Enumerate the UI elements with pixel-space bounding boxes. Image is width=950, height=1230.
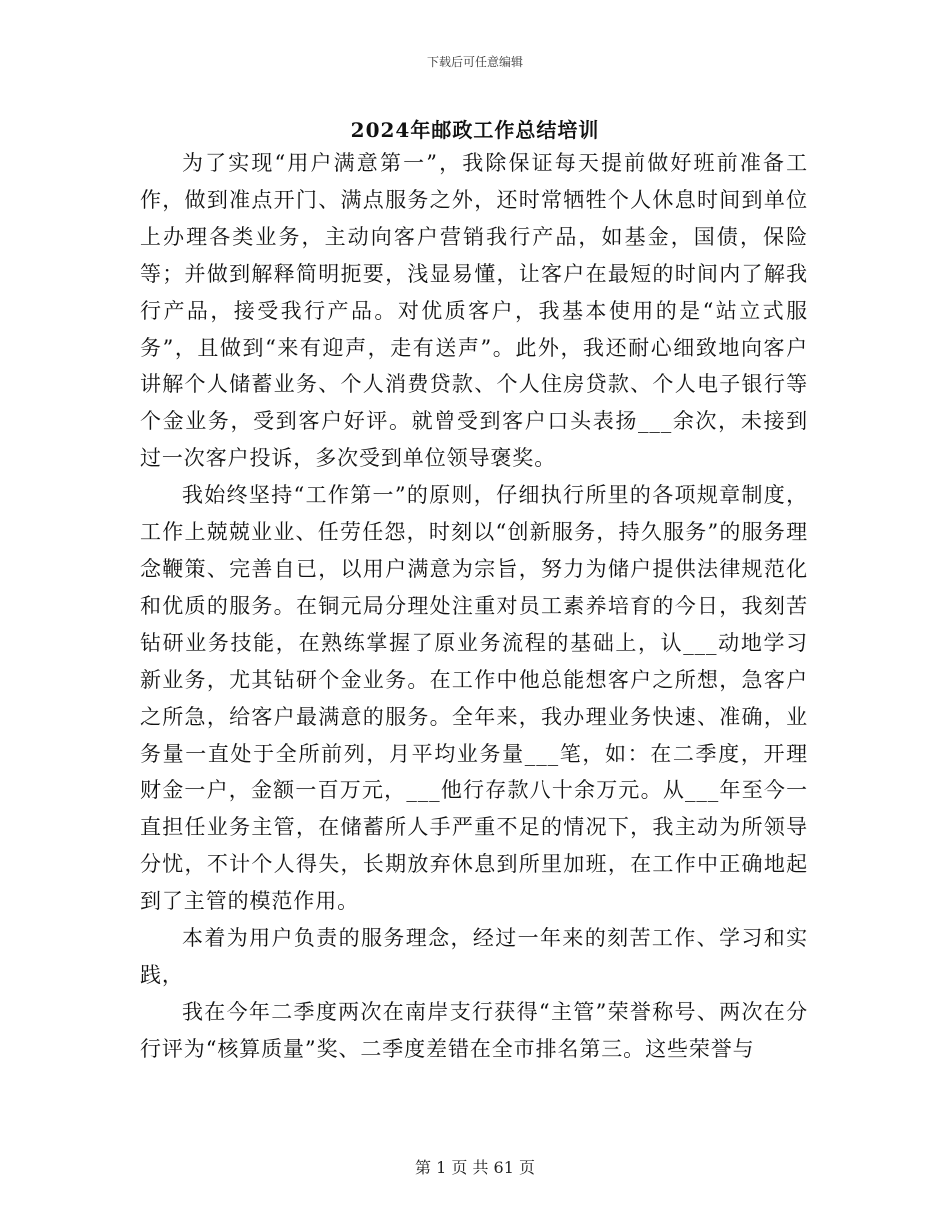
paragraph-service-first: 为了实现“用户满意第一”，我除保证每天提前做好班前准备工作，做到准点开门、满点服务之外，还时常牺牲个人休息时间到单位上办理各类业务，主动向客户营销我行产品，如基金，国债，保险等；并做到解释简明扼要，浅显易懂，让客户在最短的时间内了解我行产品，接受我行产品。对优质客户，我基本使用的是“站立式服务”，且做到“来有迎声，走有送声”。此外，我还耐心细致地向客户讲解个人储蓄业务、个人消费贷款、个人住房贷款、个人电子银行等个金业务，受到客户好评。就曾受到客户口头表扬___余次，未接到过一次客户投诉，多次受到单位领导褒奖。 [140,151,808,471]
document-body [140,145,808,1068]
page-header: 下载后可任意编辑 [426,55,523,69]
paragraph-honors: 我在今年二季度两次在南岸支行获得“主管”荣誉称号、两次在分行评为“核算质量”奖、二季度差错在全市排名第三。这些荣誉与 [140,999,808,1061]
page-number-footer: 第 1 页 共 61 页 [415,1158,535,1177]
document-title: 2024年邮政工作总结培训 [350,118,600,142]
paragraph-work-principles: 我始终坚持“工作第一”的原则，仔细执行所里的各项规章制度，工作上兢兢业业、任劳任怨，时刻以“创新服务，持久服务”的服务理念鞭策、完善自已，以用户满意为宗旨，努力为储户提供法律规范化和优质的服务。在铜元局分理处注重对员工素养培育的今日，我刻苦钻研业务技能，在熟练掌握了原业务流程的基础上，认___动地学习新业务，尤其钻研个金业务。在工作中他总能想客户之所想，急客户之所急，给客户最满意的服务。全年来，我办理业务快速、准确，业务量一直处于全所前列，月平均业务量___笔，如：在二季度，开理财金一户，金额一百万元，___他行存款八十余万元。从___年至今一直担任业务主管，在储蓄所人手严重不足的情况下，我主动为所领导分忧，不计个人得失，长期放弃休息到所里加班，在工作中正确地起到了主管的模范作用。 [140,483,808,914]
paragraph-service-philosophy: 本着为用户负责的服务理念，经过一年来的刻苦工作、学习和实践， [140,926,808,987]
